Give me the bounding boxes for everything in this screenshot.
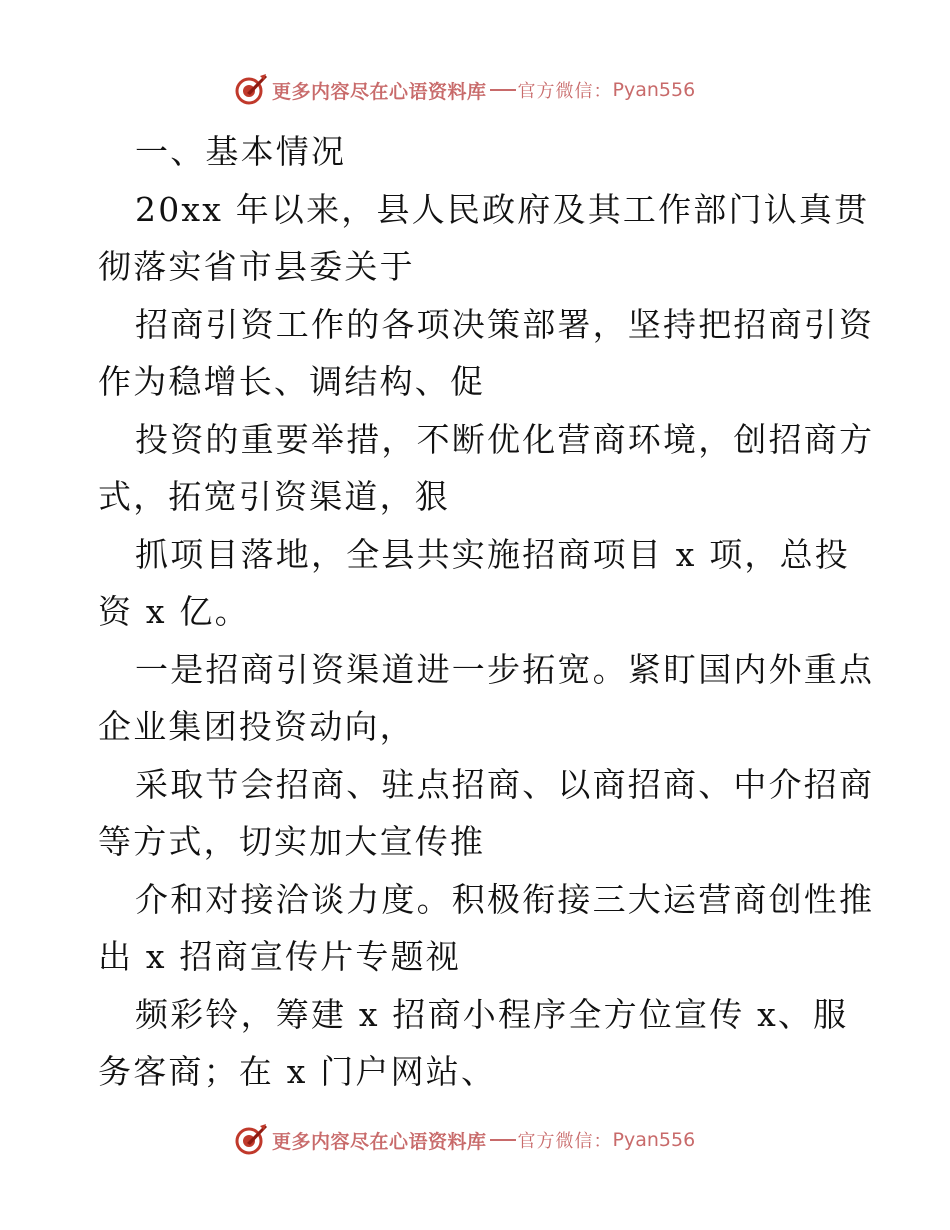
paragraph-line: 一是招商引资渠道进一步拓宽。紧盯国内外重点 [135,649,875,689]
paragraph-line: 彻落实省市县委关于 [98,247,415,286]
paragraph-line: 介和对接洽谈力度。积极衔接三大运营商创性推 [135,879,875,919]
banner-site-name: 更多内容尽在心语资料库 [272,80,487,103]
paragraph-line: 出 x 招商宣传片专题视 [98,937,461,976]
paragraph-line: 招商引资工作的各项决策部署，坚持把招商引资 [135,304,875,344]
paragraph-line: 作为稳增长、调结构、促 [98,362,486,401]
banner-site-name: 更多内容尽在心语资料库 [272,1130,487,1153]
paragraph-line: 20xx 年以来，县人民政府及其工作部门认真贯 [135,189,870,229]
header-banner [234,73,695,107]
paragraph-line: 频彩铃，筹建 x 招商小程序全方位宣传 x、服 [135,994,849,1034]
section-heading: 一、基本情况 [135,132,347,171]
paragraph-line: 务客商；在 x 门户网站、 [98,1052,497,1091]
banner-dash [490,1139,516,1141]
document-body [98,123,875,1101]
paragraph-line: 资 x 亿。 [98,592,250,631]
paragraph-line: 式，拓宽引资渠道，狠 [98,477,450,516]
paragraph-line: 等方式，切实加大宣传推 [98,822,486,861]
paragraph-line: 企业集团投资动向， [98,707,415,746]
footer-banner [234,1123,695,1157]
paragraph-line: 采取节会招商、驻点招商、以商招商、中介招商 [135,764,875,804]
banner-wechat-id: Pyan556 [612,79,696,101]
quill-pen-logo-icon [234,1123,268,1157]
banner-wechat-label: 官方微信： [517,81,613,102]
paragraph-line: 投资的重要举措，不断优化营商环境，创招商方 [135,419,875,459]
banner-dash [490,89,516,91]
banner-wechat-label: 官方微信： [517,1131,613,1152]
quill-pen-logo-icon [234,73,268,107]
banner-wechat-id: Pyan556 [612,1129,696,1151]
paragraph-line: 抓项目落地，全县共实施招商项目 x 项，总投 [135,534,850,574]
